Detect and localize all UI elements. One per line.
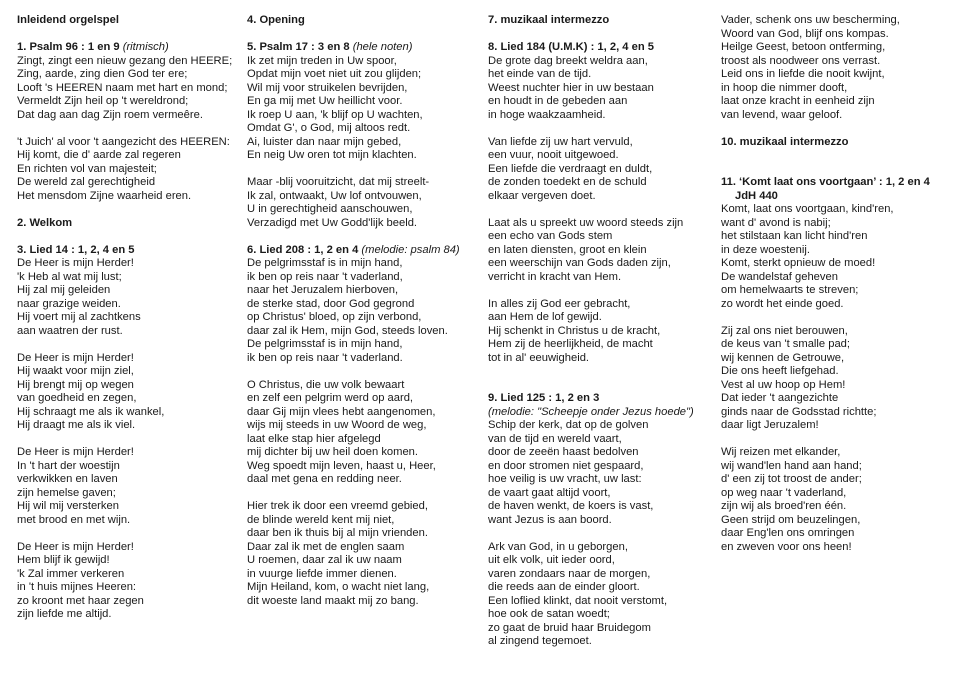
song-block <box>488 41 716 365</box>
song-block <box>247 41 482 230</box>
verse-line: naar het Jeruzalem hierboven, <box>247 284 399 296</box>
verse-line: Ai, luister dan naar mijn gebed, <box>247 135 402 148</box>
verse-line: Zing, aarde, zing dien God ter ere; <box>17 68 188 80</box>
song-subtitle: JdH 440 <box>735 189 778 202</box>
stanza-break <box>17 122 239 136</box>
verse-line: Komt, laat ons voortgaan, kind'ren, <box>721 203 894 215</box>
verse-line: uit elk volk, uit ieder oord, <box>488 554 615 566</box>
verse-line: de keus van 't smalle pad; <box>721 338 851 350</box>
verse-line: varen zondaars naar de morgen, <box>488 567 651 580</box>
verse-line: Omdat G', o God, mij altoos redt. <box>247 122 411 134</box>
verse-line: De grote dag breekt weldra aan, <box>488 54 648 67</box>
verse-line: De wereld zal gerechtigheid <box>17 176 156 188</box>
verse-line: de zonden toedekt en de schuld <box>488 176 647 188</box>
verse-line: Ik zet mijn treden in Uw spoor, <box>247 54 397 67</box>
verse-line: Komt, sterkt opnieuw de moed! <box>721 257 876 269</box>
verse-line: d' een zij tot troost de ander; <box>721 473 862 485</box>
verse-line: Ark van God, in u geborgen, <box>488 540 628 553</box>
verse-line: aan waatren der rust. <box>17 324 123 337</box>
verse-line: Hij schraagt me als ik wankel, <box>17 405 165 418</box>
verse-line: en laten diensten, groot en klein <box>488 243 647 256</box>
stanza-break <box>247 163 482 177</box>
song-block <box>488 392 716 649</box>
stanza-break <box>247 365 482 379</box>
verse-line: op Christus' bloed, op zijn verbond, <box>247 311 422 323</box>
song-title <box>488 41 716 55</box>
section-spacer <box>721 163 961 177</box>
verse-line: Woord van God, blijf ons kompas. <box>721 27 889 40</box>
song-block <box>721 14 961 122</box>
verse-line: zo kroont met haar zegen <box>17 594 144 607</box>
verse-line: De Heer is mijn Herder! <box>17 540 134 553</box>
verse-line: Hij zal mij geleiden <box>17 284 111 296</box>
verse-line: Hem zij de heerlijkheid, de macht <box>488 338 653 350</box>
verse-line: wijs mij steeds in uw Woord de weg, <box>247 419 427 431</box>
verse-line: Schip der kerk, dat op de golven <box>488 419 649 431</box>
verse-line: In alles zij God eer gebracht, <box>488 297 631 310</box>
verse-line: Zij zal ons niet berouwen, <box>721 324 848 337</box>
verse-line: de vaart gaat altijd voort, <box>488 486 611 499</box>
verse-line: De pelgrimsstaf is in mijn hand, <box>247 257 403 269</box>
section-heading: 4. Opening <box>247 14 305 26</box>
verse-line: Maar -blij vooruitzicht, dat mij streelt- <box>247 176 430 188</box>
verse-line: zo gaat de bruid haar Bruidegom <box>488 621 651 634</box>
verse-line: Hij schenkt in Christus u de kracht, <box>488 324 661 337</box>
verse-line: want Jezus is aan boord. <box>488 513 612 526</box>
verse-line: 't Juich' al voor 't aangezicht des HEEREN: <box>17 135 230 148</box>
verse-line: wij kennen de Getrouwe, <box>721 351 845 364</box>
song-title-note: (melodie: psalm 84) <box>361 243 460 256</box>
song-title <box>17 41 239 55</box>
verse-line: daar Gij mijn vlees hebt aangenomen, <box>247 405 436 418</box>
verse-line: 'k Zal immer verkeren <box>17 567 125 580</box>
verse-line: een echo van Gods stem <box>488 230 613 242</box>
verse-line: de blinde wereld kent mij niet, <box>247 513 395 526</box>
verse-line: De wandelstaf geheven <box>721 270 838 283</box>
verse-line: Vest al uw hoop op Hem! <box>721 378 846 391</box>
verse-line: naar grazige weiden. <box>17 297 121 310</box>
verse-line: Een liefde die verdraagt en duldt, <box>488 162 653 175</box>
song-title <box>247 41 482 55</box>
song-title-text: 9. Lied 125 : 1, 2 en 3 <box>488 392 600 404</box>
verse-line: O Christus, die uw volk bewaart <box>247 378 405 391</box>
verse-line: Opdat mijn voet niet uit zou glijden; <box>247 68 422 80</box>
verse-line: die reeds aan de einder gloort. <box>488 581 640 593</box>
verse-line: in 't huis mijnes Heeren: <box>17 581 137 593</box>
verse-line: Hij brengt mij op wegen <box>17 378 134 391</box>
song-title-note: (ritmisch) <box>122 41 169 53</box>
verse-line: daar zal ik Hem, mijn God, steeds loven. <box>247 324 448 337</box>
verse-line: hoe veilig is uw vracht, uw last: <box>488 473 642 485</box>
verse-line: hoe ook de satan woedt; <box>488 608 610 620</box>
verse-line: wij wand'len hand aan hand; <box>721 459 862 472</box>
verse-line: dit woeste land maakt mij zo bang. <box>247 594 419 607</box>
verse-line: in hoop die nimmer dooft, <box>721 81 848 94</box>
verse-line: Het mensdom Zijne waarheid eren. <box>17 189 192 202</box>
verse-line: zijn wij als broed'ren één. <box>721 500 847 512</box>
verse-line: U roemen, daar zal ik uw naam <box>247 554 402 566</box>
song-title <box>247 244 482 258</box>
column-4 <box>721 14 961 568</box>
verse-line: De Heer is mijn Herder! <box>17 446 134 458</box>
verse-line: en door stromen niet gespaard, <box>488 459 644 472</box>
verse-line: door de zeeën haast bedolven <box>488 446 639 458</box>
song-title <box>488 392 716 406</box>
verse-line: in hoge waakzaamheid. <box>488 108 606 121</box>
song-title-text: 6. Lied 208 : 1, 2 en 4 <box>247 243 359 256</box>
verse-line: van levend, waar geloof. <box>721 108 843 121</box>
verse-line: en zweven voor ons heen! <box>721 540 852 553</box>
verse-line: en houdt in de gebeden aan <box>488 95 628 107</box>
verse-line: verkwikken en laven <box>17 473 118 485</box>
verse-line: ginds naar de Godsstad richtte; <box>721 405 877 418</box>
verse-line: zijn liefde me altijd. <box>17 608 112 620</box>
verse-line: Geen strijd om beuzelingen, <box>721 513 861 526</box>
song-title-text: 8. Lied 184 (U.M.K) : 1, 2, 4 en 5 <box>488 41 654 53</box>
verse-line: daar ben ik thuis bij al mijn vrienden. <box>247 527 428 539</box>
verse-line: ik ben op reis naar 't vaderland, <box>247 270 403 283</box>
stanza-break <box>488 203 716 217</box>
stanza-break <box>488 284 716 298</box>
verse-line: Hier trek ik door een vreemd gebied, <box>247 500 428 512</box>
stanza-break <box>488 527 716 541</box>
verse-line: in deze woestenij. <box>721 243 810 256</box>
verse-line: Leid ons in liefde die nooit kwijnt, <box>721 68 885 80</box>
verse-line: Daar zal ik met de englen saam <box>247 540 405 553</box>
verse-line: mij dichter bij uw heil doen komen. <box>247 446 419 458</box>
song-title-note: (hele noten) <box>352 41 413 53</box>
verse-line: de sterke stad, door God gegrond <box>247 297 415 310</box>
verse-line: En neig Uw oren tot mijn klachten. <box>247 149 417 161</box>
column-2 <box>247 14 482 622</box>
verse-line: Laat als u spreekt uw woord steeds zijn <box>488 216 684 229</box>
verse-line: want d' avond is nabij; <box>721 216 831 229</box>
verse-line: Ik zal, ontwaakt, Uw lof ontvouwen, <box>247 189 422 202</box>
verse-line: daal met gena en redding neer. <box>247 473 402 485</box>
verse-line: Dat ieder 't aangezichte <box>721 392 839 404</box>
song-title-text: 3. Lied 14 : 1, 2, 4 en 5 <box>17 243 135 256</box>
verse-line: Vader, schenk ons uw bescherming, <box>721 14 900 26</box>
song-block <box>247 244 482 609</box>
verse-line: troost als noodweer ons verrast. <box>721 54 881 67</box>
verse-line: En richten vol van majesteit; <box>17 162 157 175</box>
verse-line: Een loflied klinkt, dat nooit verstomt, <box>488 594 668 607</box>
verse-line: De Heer is mijn Herder! <box>17 257 134 269</box>
verse-line: en zelf een pelgrim werd op aard, <box>247 392 414 404</box>
song-subtitle: (melodie: "Scheepje onder Jezus hoede") <box>488 405 694 418</box>
verse-line: het stilstaan kan licht hind'ren <box>721 230 868 242</box>
song-title <box>721 176 961 190</box>
verse-line: Wil mij voor struikelen bevrijden, <box>247 81 408 94</box>
section-spacer <box>488 379 716 393</box>
song-block <box>17 244 239 622</box>
stanza-break <box>17 338 239 352</box>
verse-line: verricht in kracht van Hem. <box>488 270 622 283</box>
verse-line: ik ben op reis naar 't vaderland. <box>247 351 403 364</box>
verse-line: laat onze kracht in eenheid zijn <box>721 95 875 107</box>
verse-line: Zingt, zingt een nieuw gezang den HEERE; <box>17 54 233 67</box>
verse-line: 'k Heb al wat mij lust; <box>17 270 122 283</box>
verse-line: van de tijd en wereld vaart, <box>488 432 622 445</box>
verse-line: Vermeldt Zijn heil op 't wereldrond; <box>17 95 189 107</box>
verse-line: Heilge Geest, betoon ontferming, <box>721 41 886 53</box>
section-heading: 10. muzikaal intermezzo <box>721 135 849 148</box>
verse-line: Die ons heeft liefgehad. <box>721 365 839 377</box>
verse-line: tot in al' eeuwigheid. <box>488 351 590 364</box>
verse-line: Hij draagt me als ik viel. <box>17 419 136 431</box>
song-block <box>17 41 239 203</box>
section-heading: Inleidend orgelspel <box>17 14 119 26</box>
stanza-break <box>247 487 482 501</box>
verse-line: Hij komt, die d' aarde zal regeren <box>17 149 181 161</box>
song-block <box>721 176 961 554</box>
verse-line: daar ligt Jeruzalem! <box>721 419 819 431</box>
stanza-break <box>488 122 716 136</box>
verse-line: Weest nuchter hier in uw bestaan <box>488 81 654 94</box>
verse-line: een vuur, nooit uitgewoed. <box>488 149 619 161</box>
verse-line: al zingend tegemoet. <box>488 635 592 647</box>
verse-line: laat elke stap hier afgelegd <box>247 432 381 445</box>
verse-line: Hij wil mij versterken <box>17 500 119 512</box>
verse-line: Hij waakt voor mijn ziel, <box>17 365 134 377</box>
verse-line: De pelgrimsstaf is in mijn hand, <box>247 338 403 350</box>
verse-line: U in gerechtigheid aanschouwen, <box>247 203 413 215</box>
verse-line: zijn hemelse gaven; <box>17 486 116 499</box>
verse-line: de haven wenkt, de koers is vast, <box>488 500 654 512</box>
verse-line: In 't hart der woestijn <box>17 459 120 472</box>
verse-line: Hij voert mij al zachtkens <box>17 311 141 323</box>
verse-line: Wij reizen met elkander, <box>721 446 841 458</box>
verse-line: De Heer is mijn Herder! <box>17 351 134 364</box>
verse-line: Weg spoedt mijn leven, haast u, Heer, <box>247 459 436 472</box>
song-title-text: 1. Psalm 96 : 1 en 9 <box>17 41 120 53</box>
verse-line: met brood en met wijn. <box>17 513 131 526</box>
song-title <box>17 244 239 258</box>
verse-line: zo wordt het einde goed. <box>721 297 844 310</box>
song-title-text: 5. Psalm 17 : 3 en 8 <box>247 41 350 53</box>
verse-line: Looft 's HEEREN naam met hart en mond; <box>17 81 228 94</box>
column-3 <box>488 14 716 662</box>
verse-line: om hemelwaarts te streven; <box>721 284 859 296</box>
song-title-text: 11. ‘Komt laat ons voortgaan’ : 1, 2 en 4 <box>721 176 930 188</box>
verse-line: Verzadigd met Uw Godd'lijk beeld. <box>247 216 418 229</box>
column-1 <box>17 14 239 635</box>
stanza-break <box>721 311 961 325</box>
stanza-break <box>17 527 239 541</box>
section-heading: 7. muzikaal intermezzo <box>488 14 610 26</box>
verse-line: elkaar vergeven doet. <box>488 189 596 202</box>
stanza-break <box>721 433 961 447</box>
verse-line: Dat dag aan dag Zijn roem vermeêre. <box>17 108 203 121</box>
verse-line: op weg naar 't vaderland, <box>721 486 847 499</box>
verse-line: Hem blijf ik gewijd! <box>17 554 110 566</box>
section-heading: 2. Welkom <box>17 216 73 229</box>
verse-line: aan Hem de lof gewijd. <box>488 311 602 323</box>
verse-line: Mijn Heiland, kom, o wacht niet lang, <box>247 581 430 593</box>
verse-line: een weerschijn van Gods daden zijn, <box>488 257 671 269</box>
verse-line: Van liefde zij uw hart vervuld, <box>488 135 633 148</box>
verse-line: in vuurge liefde immer dienen. <box>247 567 397 580</box>
verse-line: van goedheid en zegen, <box>17 392 137 404</box>
verse-line: het einde van de tijd. <box>488 68 592 80</box>
verse-line: Ik roep U aan, 'k blijf op U wachten, <box>247 108 423 121</box>
verse-line: daar Eng'len ons omringen <box>721 527 855 539</box>
verse-line: En ga mij met Uw heillicht voor. <box>247 95 403 107</box>
stanza-break <box>17 433 239 447</box>
